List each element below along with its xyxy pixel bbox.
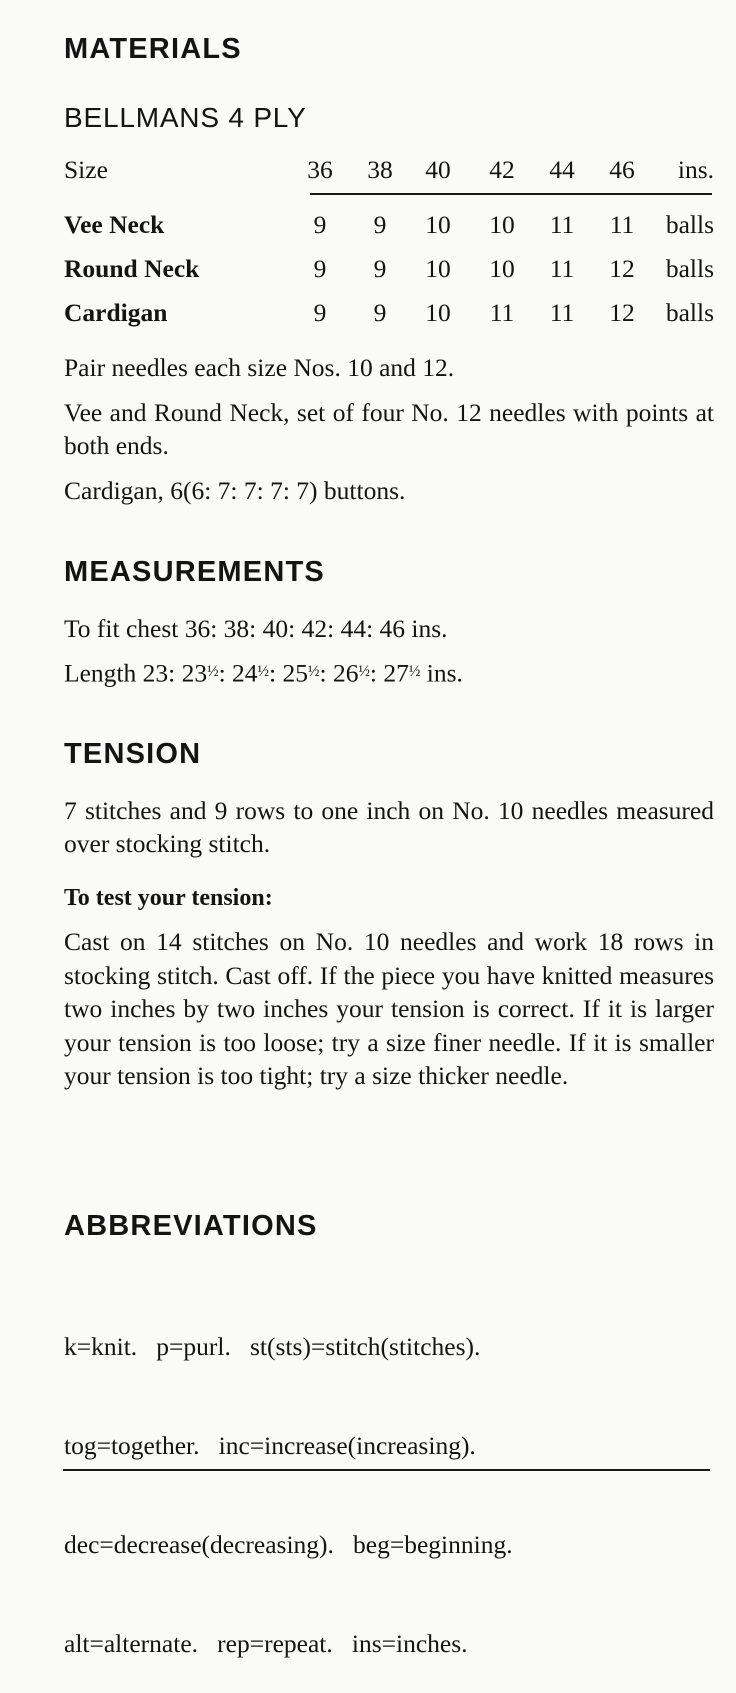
table-row: [64, 298, 714, 338]
abbreviation-line: k=knit. p=purl. st(sts)=stitch(stitches).: [64, 1332, 481, 1361]
length-value: 25: [282, 658, 308, 688]
gauge-text: 7 stitches and 9 rows to one inch on No. 10 needles measured over stocking stitch.: [64, 796, 714, 858]
row-label: Round Neck: [64, 254, 200, 283]
size-unit: ins.: [677, 155, 714, 184]
row-label: Cardigan: [64, 298, 168, 327]
buttons-text: Cardigan, 6(6: 7: 7: 7: 7) buttons.: [64, 476, 406, 505]
size-label: Size: [64, 155, 108, 184]
chest-text: To fit chest 36: 38: 40: 42: 44: 46 ins.: [64, 614, 448, 643]
size-col: 36: [307, 155, 333, 184]
length-suffix: ins.: [420, 658, 463, 688]
abbreviation-line: tog=together. inc=increase(increasing).: [64, 1431, 476, 1460]
abbreviations-heading: ABBREVIATIONS: [64, 1210, 318, 1242]
cell: 9: [313, 254, 327, 283]
abbreviations-list: [64, 1264, 513, 1693]
cell: 10: [425, 210, 451, 239]
half-fraction: ½: [207, 663, 219, 680]
abbreviation-line: dec=decrease(decreasing). beg=beginning.: [64, 1530, 513, 1559]
size-col: 44: [549, 155, 575, 184]
cell: 11: [549, 298, 575, 327]
cell: 12: [609, 298, 635, 327]
cell: 10: [489, 254, 515, 283]
cell: 9: [373, 210, 387, 239]
yarn-name: BELLMANS 4 PLY: [64, 102, 307, 133]
length-value: 24: [232, 658, 258, 688]
half-fraction: ½: [307, 663, 320, 680]
length-value: 26: [332, 658, 359, 688]
cell: 10: [489, 210, 515, 239]
size-col: 46: [609, 155, 635, 184]
row-unit: balls: [665, 298, 714, 327]
cell: 11: [489, 298, 515, 327]
cell: 10: [425, 254, 451, 283]
table-header-row: [64, 155, 714, 195]
size-col: 42: [489, 155, 515, 184]
test-tension-text: Cast on 14 stitches on No. 10 needles and work 18 rows in stocking stitch. Cast off. If the piece you have knitted measures two inches by two inches your tension is correct. If it is larger your tension is too loose; try a size finer needle. If it is smaller your tension is too tight; try a size thicker needle.: [64, 927, 714, 1090]
half-fraction: ½: [358, 663, 370, 680]
size-col: 40: [425, 155, 451, 184]
cell: 9: [313, 298, 327, 327]
size-col: 38: [367, 155, 393, 184]
cell: 9: [373, 298, 387, 327]
cell: 12: [609, 254, 635, 283]
length-prefix: Length 23:: [64, 658, 182, 688]
cell: 9: [313, 210, 327, 239]
table-row: [64, 254, 714, 294]
cell: 11: [609, 210, 635, 239]
table-header-rule: [310, 193, 712, 195]
row-label: Vee Neck: [64, 210, 165, 239]
length-value: 23: [181, 658, 208, 688]
table-row: [64, 210, 714, 250]
test-tension-heading: To test your tension:: [64, 885, 273, 911]
abbreviation-line: alt=alternate. rep=repeat. ins=inches.: [64, 1629, 468, 1658]
needles-pair-text: Pair needles each size Nos. 10 and 12.: [64, 353, 455, 382]
cell: 11: [549, 210, 575, 239]
length-value: 27: [383, 658, 409, 688]
half-fraction: ½: [408, 663, 421, 680]
measurements-heading: MEASUREMENTS: [64, 556, 325, 588]
bottom-rule: [63, 1469, 710, 1471]
materials-heading: MATERIALS: [64, 33, 242, 65]
needles-set-text: Vee and Round Neck, set of four No. 12 needles with points at both ends.: [64, 398, 714, 460]
cell: 11: [549, 254, 575, 283]
cell: 10: [425, 298, 451, 327]
row-unit: balls: [665, 254, 714, 283]
cell: 9: [373, 254, 387, 283]
half-fraction: ½: [257, 663, 270, 680]
length-text: Length 23: $23^{\frac{1}{2}}$: $24^{\frac{1}{2}}$: $25^{\frac{1}{2}}$: $26^{\frac{1}{2}}$: $27^{\frac{1}{2}}$ ins.: [64, 658, 463, 688]
row-unit: balls: [665, 210, 714, 239]
tension-heading: TENSION: [64, 738, 202, 770]
